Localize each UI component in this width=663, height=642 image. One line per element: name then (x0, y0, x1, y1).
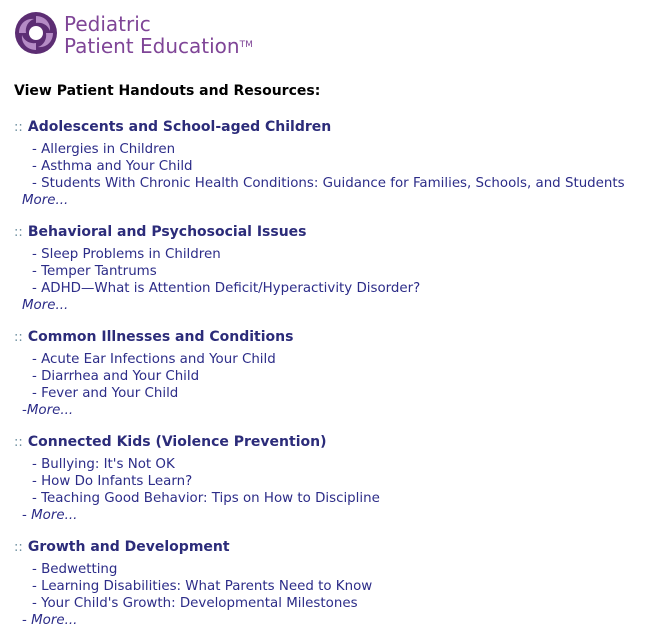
section-bullet: :: (14, 540, 23, 555)
list-item (32, 385, 659, 402)
more-item (22, 192, 659, 209)
section-bullet: :: (14, 435, 23, 450)
list-dash: - (32, 264, 42, 279)
handout-list (14, 246, 659, 314)
more-item (22, 507, 659, 524)
more-prefix: - (22, 613, 32, 628)
more-prefix: - (22, 403, 27, 418)
list-dash: - (32, 176, 42, 191)
section-title-link[interactable]: Common Illnesses and Conditions (27, 329, 294, 345)
logo-line-2-text: Patient Education (64, 34, 240, 58)
handout-list (14, 561, 659, 629)
list-item (32, 175, 659, 192)
section-title-link[interactable]: Behavioral and Psychosocial Issues (27, 224, 307, 240)
resource-section (14, 222, 659, 327)
list-dash: - (32, 474, 42, 489)
resource-section (14, 537, 659, 642)
section-title-row (14, 117, 659, 141)
more-link[interactable]: More... (22, 298, 69, 313)
handout-link[interactable]: Diarrhea and Your Child (41, 369, 200, 384)
more-item (22, 402, 659, 419)
list-item (32, 141, 659, 158)
list-item (32, 490, 659, 507)
resource-section (14, 432, 659, 537)
list-item (32, 368, 659, 385)
section-title-row (14, 432, 659, 456)
list-item (32, 351, 659, 368)
more-link[interactable]: More... (22, 193, 69, 208)
list-item (32, 473, 659, 490)
more-prefix: - (22, 508, 32, 523)
section-list (14, 117, 659, 642)
handout-link[interactable]: How Do Infants Learn? (41, 474, 193, 489)
handout-link[interactable]: Fever and Your Child (41, 386, 179, 401)
list-dash: - (32, 596, 42, 611)
section-title-row (14, 222, 659, 246)
more-link[interactable]: More... (26, 403, 74, 418)
handout-link[interactable]: Acute Ear Infections and Your Child (41, 352, 276, 367)
list-item (32, 246, 659, 263)
list-item (32, 158, 659, 175)
more-item (22, 612, 659, 629)
list-dash: - (32, 247, 42, 262)
more-link[interactable]: More... (31, 613, 78, 628)
section-bullet: :: (14, 330, 23, 345)
page-heading: View Patient Handouts and Resources: (14, 83, 321, 99)
handout-link[interactable]: ADHD—What is Attention Deficit/Hyperactivity Disorder? (41, 281, 421, 296)
handout-list (14, 351, 659, 419)
handout-list (14, 141, 659, 209)
section-title-row (14, 537, 659, 561)
swirl-logo-icon (14, 11, 58, 55)
logo-text (64, 13, 253, 57)
trademark-mark: TM (239, 40, 253, 50)
list-dash: - (32, 491, 42, 506)
handout-link[interactable]: Teaching Good Behavior: Tips on How to Discipline (41, 491, 380, 506)
section-bullet: :: (14, 120, 23, 135)
resource-section (14, 327, 659, 432)
section-title-link[interactable]: Adolescents and School-aged Children (27, 119, 332, 135)
list-dash: - (32, 579, 42, 594)
list-dash: - (32, 159, 42, 174)
list-item (32, 561, 659, 578)
handout-link[interactable]: Students With Chronic Health Conditions: Guidance for Families, Schools, and Students (41, 176, 625, 191)
section-title-link[interactable]: Growth and Development (27, 539, 230, 555)
handout-link[interactable]: Learning Disabilities: What Parents Need to Know (41, 579, 373, 594)
list-dash: - (32, 457, 42, 472)
handout-link[interactable]: Your Child's Growth: Developmental Milestones (41, 596, 358, 611)
list-item (32, 578, 659, 595)
handout-link[interactable]: Temper Tantrums (41, 264, 157, 279)
handout-link[interactable]: Asthma and Your Child (41, 159, 193, 174)
section-bullet: :: (14, 225, 23, 240)
more-link[interactable]: More... (31, 508, 78, 523)
section-title-row (14, 327, 659, 351)
list-dash: - (32, 142, 42, 157)
logo-line-2 (64, 35, 253, 57)
handout-link[interactable]: Sleep Problems in Children (41, 247, 221, 262)
list-dash: - (32, 562, 42, 577)
handout-list (14, 456, 659, 524)
resource-section (14, 117, 659, 222)
list-dash: - (32, 386, 42, 401)
more-item (22, 297, 659, 314)
logo-line-1: Pediatric (64, 12, 151, 36)
list-dash: - (32, 352, 42, 367)
logo[interactable] (14, 11, 264, 61)
list-dash: - (32, 281, 42, 296)
list-item (32, 280, 659, 297)
handout-link[interactable]: Bullying: It's Not OK (41, 457, 175, 472)
list-item (32, 263, 659, 280)
handout-link[interactable]: Bedwetting (41, 562, 118, 577)
list-dash: - (32, 369, 42, 384)
handout-link[interactable]: Allergies in Children (41, 142, 176, 157)
section-title-link[interactable]: Connected Kids (Violence Prevention) (27, 434, 327, 450)
list-item (32, 456, 659, 473)
list-item (32, 595, 659, 612)
